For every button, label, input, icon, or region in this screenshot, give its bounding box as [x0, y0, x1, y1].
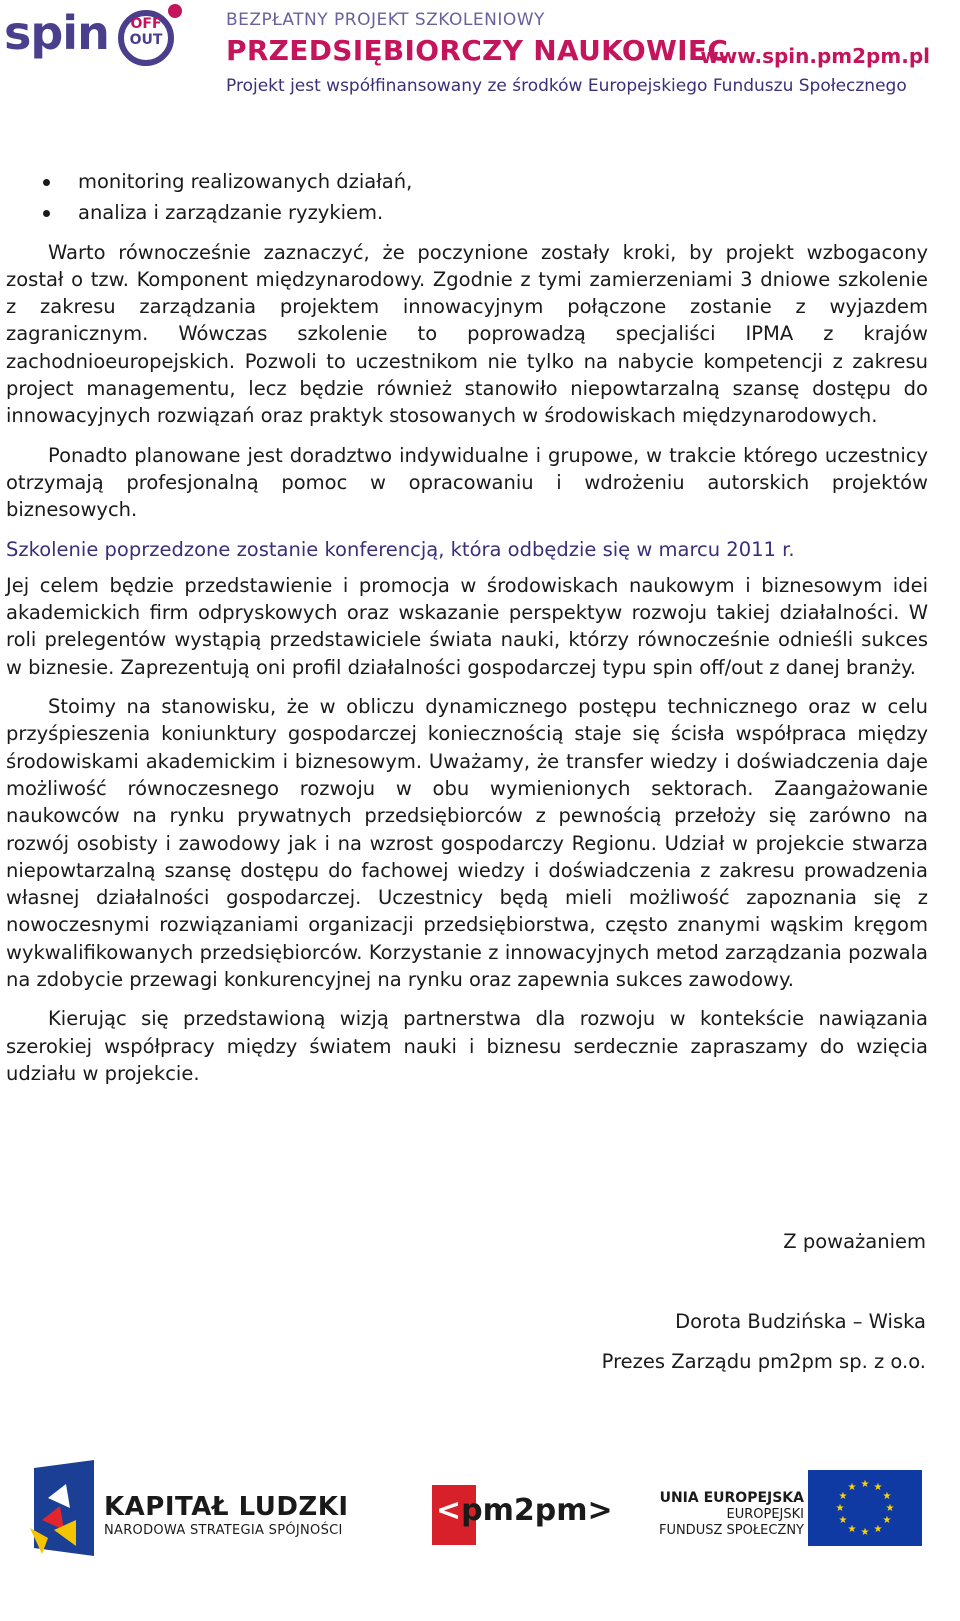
svg-text:★: ★ [860, 1479, 870, 1490]
funding-note: Projekt jest współfinansowany ze środków Europejskiego Funduszu Społecznego [226, 76, 907, 96]
page-header [0, 0, 960, 110]
svg-text:★: ★ [838, 1491, 848, 1502]
project-url[interactable]: www.spin.pm2pm.pl [700, 44, 930, 68]
pm2pm-name: pm2pm> [461, 1493, 613, 1528]
svg-text:★: ★ [838, 1515, 848, 1526]
svg-text:★: ★ [885, 1503, 895, 1514]
paragraph-consulting: Ponadto planowane jest doradztwo indywidualne i grupowe, w trakcie którego uczestnicy otrzymają profesjonalną pomoc w opracowaniu i wdrożeniu autorskich projektów biznesowych. [6, 443, 928, 522]
eu-union-label: UNIA EUROPEJSKA [659, 1490, 804, 1506]
kapital-ludzki-title: KAPITAŁ LUDZKI [104, 1492, 349, 1522]
paragraph-invitation: Kierując się przedstawioną wizją partnerstwa dla rozwoju w kontekście nawiązania szerokiej współpracy między światem nauki i biznesu serdecznie zapraszamy do wzięcia udziału w projekcie. [6, 1007, 928, 1085]
kapital-ludzki-subtitle: NARODOWA STRATEGIA SPÓJNOŚCI [104, 1523, 343, 1538]
signature-name: Dorota Budzińska – Wiska [675, 1310, 926, 1333]
bullet-list [6, 168, 928, 227]
page-footer [0, 1450, 960, 1621]
signature-title: Prezes Zarządu pm2pm sp. z o.o. [601, 1350, 926, 1373]
conference-announcement: Szkolenie poprzedzone zostanie konferencją, która odbędzie się w marcu 2011 r. [6, 537, 795, 561]
eu-social-fund-label: FUNDUSZ SPOŁECZNY [658, 1523, 804, 1538]
svg-text:★: ★ [873, 1524, 883, 1535]
spin-off-out-logo [4, 4, 184, 80]
logo-spin-text: spin [4, 6, 109, 60]
pm2pm-logo [432, 1485, 613, 1545]
svg-text:★: ★ [847, 1482, 857, 1493]
svg-text:★: ★ [860, 1527, 870, 1538]
svg-text:★: ★ [835, 1503, 845, 1514]
eu-european-label: EUROPEJSKI [726, 1507, 804, 1522]
pm2pm-bracket: < [436, 1493, 462, 1528]
svg-text:★: ★ [882, 1491, 892, 1502]
kapital-ludzki-emblem [24, 1458, 104, 1558]
project-label: BEZPŁATNY PROJEKT SZKOLENIOWY [226, 10, 545, 30]
list-item: analiza i zarządzanie ryzykiem. [6, 199, 928, 226]
list-item: monitoring realizowanych działań, [6, 168, 928, 195]
letter-body [6, 168, 928, 1087]
signature-closing: Z poważaniem [783, 1230, 926, 1253]
pm2pm-text [436, 1493, 613, 1528]
logo-out-text: OUT [129, 32, 163, 48]
logo-badge [112, 4, 182, 74]
eu-fund-text [659, 1490, 804, 1539]
paragraph-position: Stoimy na stanowisku, że w obliczu dynamicznego postępu technicznego oraz w celu przyśpieszenia koniunktury gospodarczej koniecznością staje się ścisła współpraca między środowiskami akademickim i biznesowym. Uważamy, że transfer wiedzy i doświadczenia daje możliwość równoczesnego rozwoju w obu wymienionych sektorach. Zaangażowanie naukowców na rynku prywatnych przedsiębiorców z pewnością przełoży się zarówno na rozwój osobisty i zawodowy jak i na wzrost gospodarczy Regionu. Udział w projekcie stwarza niepowtarzalną szansę dostępu do fachowej wiedzy i doświadczenia z zakresu prowadzenia własnej działalności gospodarczej. Uczestnicy będą mieli możliwość zapoznania się z nowoczesnymi rozwiązaniami organizacji przedsiębiorstwa, często znanymi wąskim kręgom wykwalifikowanych przedsiębiorców. Korzystanie z innowacyjnych metod zarządzania pozwala na zdobycie przewagi konkurencyjnej na rynku oraz zapewnia sukces zawodowy. [6, 695, 928, 992]
svg-text:★: ★ [873, 1482, 883, 1493]
svg-text:★: ★ [847, 1524, 857, 1535]
project-name: PRZEDSIĘBIORCZY NAUKOWIEC [226, 34, 729, 67]
logo-dot [168, 4, 182, 18]
eu-flag-icon [808, 1470, 922, 1546]
paragraph-conference-goal: Jej celem będzie przedstawienie i promocja w środowiskach naukowym i biznesowym idei akademickich firm odpryskowych oraz wskazanie perspektyw rozwoju takiej działalności. W roli prelegentów wystąpią przedstawiciele świata nauki, którzy równocześnie odnieśli sukces w biznesie. Zaprezentują oni profil działalności gospodarczej typu spin off/out z danej branży. [6, 573, 928, 679]
svg-text:★: ★ [882, 1515, 892, 1526]
logo-off-text: OFF [130, 16, 162, 32]
paragraph-international-component: Warto równocześnie zaznaczyć, że poczynione zostały kroki, by projekt wzbogacony został o tzw. Komponent międzynarodowy. Zgodnie z tymi zamierzeniami 3 dniowe szkolenie z zakresu zarządzania projektem innowacyjnym połączone zostanie z wyjazdem zagranicznym. Wówczas szkolenie to poprowadzą specjaliści IPMA z krajów zachodnioeuropejskich. Pozwoli to uczestnikom nie tylko na nabycie kompetencji z zakresu project managementu, lecz będzie również stanowiło niepowtarzalną szansę dostępu do innowacyjnych rozwiązań oraz praktyk stosowanych w środowiskach międzynarodowych. [6, 240, 928, 428]
